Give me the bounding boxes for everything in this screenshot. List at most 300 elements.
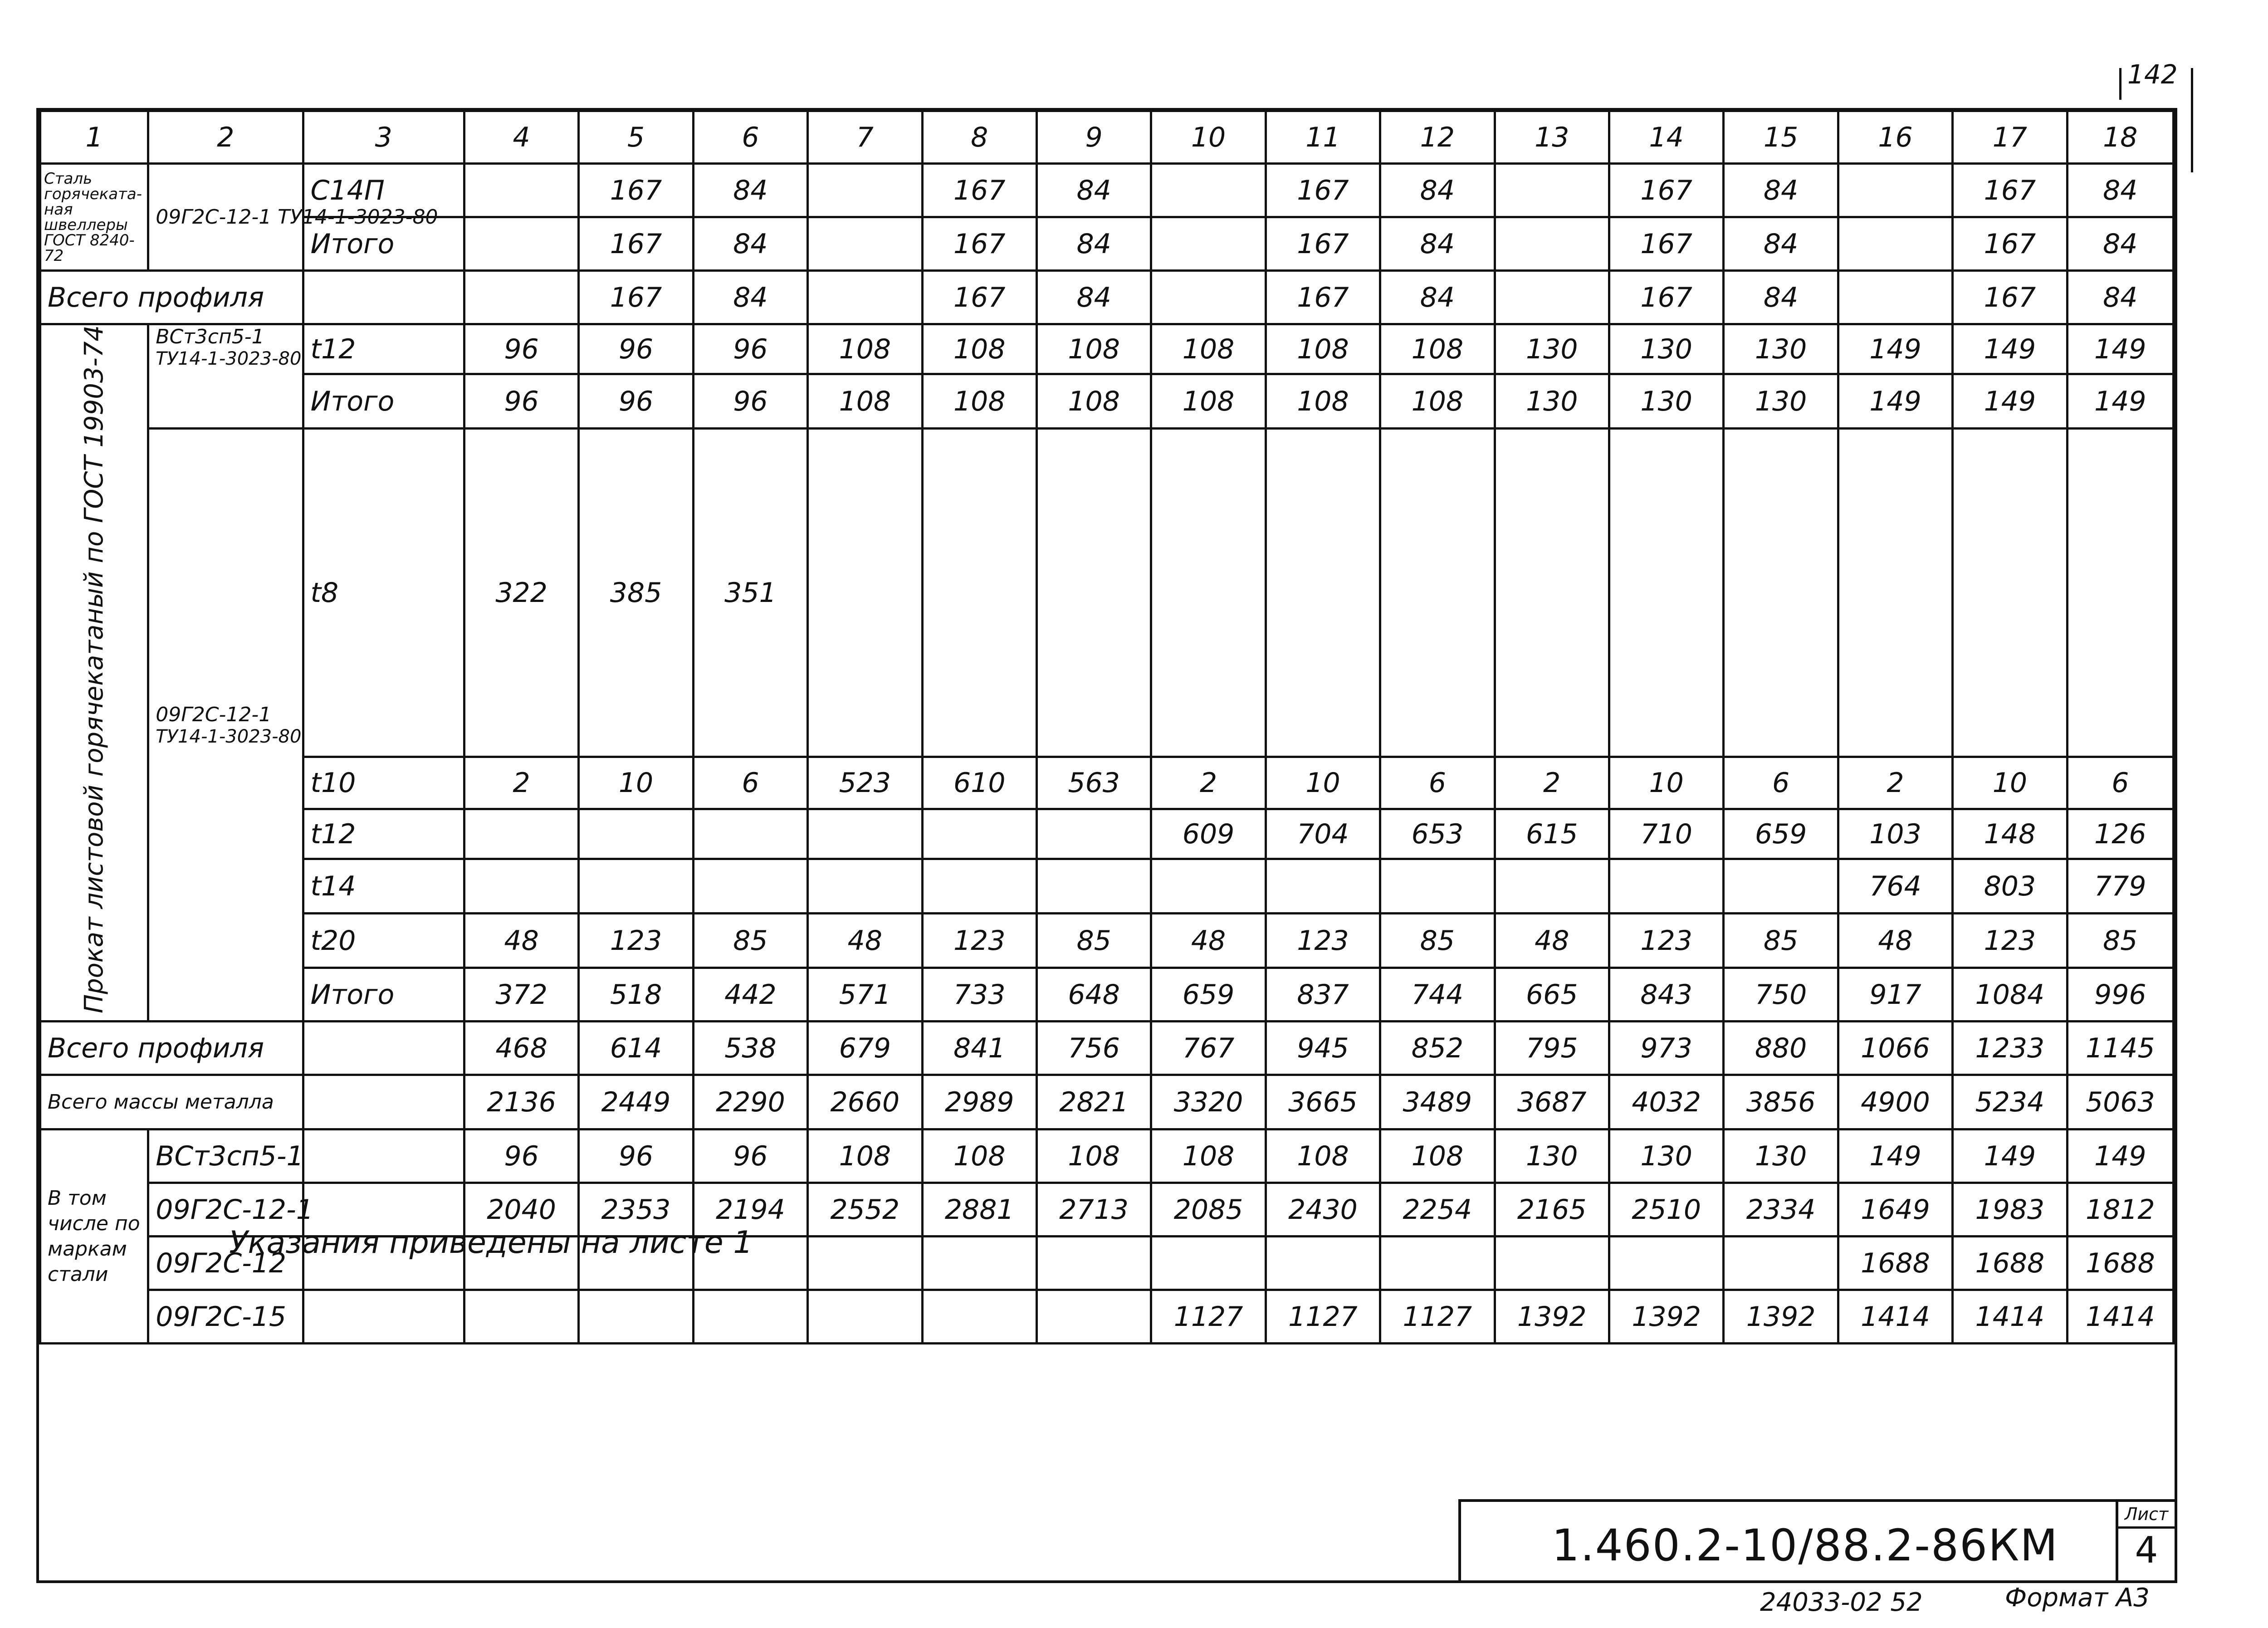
value-cell: 767 [1151, 1022, 1266, 1075]
total-row [40, 1022, 2174, 1075]
value-cell: 1127 [1151, 1290, 1266, 1344]
column-header: 7 [808, 111, 922, 164]
value-cell [1495, 217, 1609, 271]
sheet-label: Лист [2118, 1502, 2175, 1529]
value-cell [1838, 217, 1952, 271]
value-cell [464, 217, 578, 271]
column-header: 14 [1609, 111, 1723, 164]
value-cell: 108 [808, 374, 922, 429]
value-cell: 2 [1495, 757, 1609, 809]
value-cell [1151, 859, 1266, 914]
value-cell: 4900 [1838, 1075, 1952, 1129]
value-cell: 108 [1151, 1129, 1266, 1183]
value-cell: 2 [1838, 757, 1952, 809]
value-cell: 5063 [2067, 1075, 2173, 1129]
value-cell: 167 [1953, 271, 2067, 324]
table-row [40, 1129, 2174, 1183]
value-cell [1838, 271, 1952, 324]
value-cell: 85 [2067, 914, 2173, 968]
value-cell: 167 [922, 271, 1036, 324]
total-row [40, 1075, 2174, 1129]
value-cell: 108 [922, 1129, 1036, 1183]
value-cell: 2989 [922, 1075, 1036, 1129]
value-cell: 563 [1036, 757, 1151, 809]
value-cell: 2660 [808, 1075, 922, 1129]
value-cell [1838, 164, 1952, 217]
value-cell: 1688 [2067, 1237, 2173, 1290]
value-cell: 96 [579, 1129, 693, 1183]
value-cell: 48 [464, 914, 578, 968]
value-cell: 167 [579, 217, 693, 271]
table-row [40, 324, 2174, 374]
value-cell: 84 [1380, 164, 1495, 217]
value-cell: 167 [922, 164, 1036, 217]
value-cell: 1392 [1495, 1290, 1609, 1344]
value-cell: 96 [693, 1129, 807, 1183]
value-cell: 167 [579, 271, 693, 324]
value-cell: 108 [1380, 1129, 1495, 1183]
material-cell: Сталь горячеката-ная швеллеры ГОСТ 8240-72 [40, 164, 148, 271]
value-cell: 653 [1380, 809, 1495, 859]
value-cell: 2821 [1036, 1075, 1151, 1129]
column-header: 16 [1838, 111, 1952, 164]
value-cell: 1414 [2067, 1290, 2173, 1344]
value-cell: 123 [1266, 914, 1380, 968]
value-cell: 167 [1953, 217, 2067, 271]
value-cell: 108 [1036, 324, 1151, 374]
value-cell: 2713 [1036, 1183, 1151, 1237]
value-cell: 167 [1609, 217, 1723, 271]
value-cell [693, 1290, 807, 1344]
value-cell: 2 [1151, 757, 1266, 809]
document-code: 1.460.2-10/88.2-86КМ [1552, 1520, 2059, 1571]
page-number: 142 [2127, 59, 2178, 90]
value-cell: 779 [2067, 859, 2173, 914]
value-cell [1495, 429, 1609, 757]
value-cell: 2085 [1151, 1183, 1266, 1237]
value-cell: 108 [922, 374, 1036, 429]
value-cell: 442 [693, 968, 807, 1022]
value-cell: 2334 [1724, 1183, 1838, 1237]
value-cell: 10 [1953, 757, 2067, 809]
value-cell: 84 [693, 271, 807, 324]
value-cell [464, 271, 578, 324]
value-cell: 880 [1724, 1022, 1838, 1075]
empty-cell [303, 1290, 464, 1344]
value-cell [1036, 859, 1151, 914]
value-cell: 615 [1495, 809, 1609, 859]
value-cell: 2136 [464, 1075, 578, 1129]
column-header: 5 [579, 111, 693, 164]
value-cell [464, 859, 578, 914]
table-row [40, 809, 2174, 859]
value-cell: 84 [1036, 217, 1151, 271]
value-cell: 750 [1724, 968, 1838, 1022]
value-cell: 108 [1151, 374, 1266, 429]
table-row [40, 164, 2174, 217]
header-row [40, 111, 2174, 164]
row-label: Итого [303, 217, 464, 271]
value-cell: 149 [1838, 324, 1952, 374]
value-cell [1151, 429, 1266, 757]
value-cell: 108 [1036, 374, 1151, 429]
row-label: С14П [303, 164, 464, 217]
value-cell: 123 [1953, 914, 2067, 968]
column-header: 15 [1724, 111, 1838, 164]
value-cell: 85 [1380, 914, 1495, 968]
value-cell: 167 [922, 217, 1036, 271]
row-label: Итого [303, 374, 464, 429]
value-cell: 803 [1953, 859, 2067, 914]
table-row [40, 968, 2174, 1022]
value-cell: 167 [579, 164, 693, 217]
value-cell: 1983 [1953, 1183, 2067, 1237]
value-cell [808, 271, 922, 324]
value-cell [464, 809, 578, 859]
row-label: t8 [303, 429, 464, 757]
value-cell: 733 [922, 968, 1036, 1022]
total-row [40, 271, 2174, 324]
column-header: 3 [303, 111, 464, 164]
value-cell: 108 [1380, 374, 1495, 429]
value-cell: 2449 [579, 1075, 693, 1129]
value-cell [922, 1290, 1036, 1344]
value-cell: 1392 [1724, 1290, 1838, 1344]
value-cell: 3665 [1266, 1075, 1380, 1129]
value-cell [1609, 859, 1723, 914]
value-cell: 85 [693, 914, 807, 968]
value-cell [1609, 1237, 1723, 1290]
value-cell: 610 [922, 757, 1036, 809]
value-cell [1036, 1290, 1151, 1344]
value-cell [693, 859, 807, 914]
value-cell: 108 [1266, 374, 1380, 429]
value-cell [1724, 859, 1838, 914]
value-cell: 837 [1266, 968, 1380, 1022]
value-cell: 841 [922, 1022, 1036, 1075]
value-cell [808, 164, 922, 217]
grade-name: 09Г2С-12-1 [156, 703, 272, 726]
table-row [40, 859, 2174, 914]
value-cell: 84 [2067, 164, 2173, 217]
page-number-rule-right [2191, 68, 2193, 172]
table-row [40, 429, 2174, 757]
value-cell: 130 [1724, 1129, 1838, 1183]
value-cell: 167 [1609, 271, 1723, 324]
value-cell: 108 [1151, 324, 1266, 374]
empty-cell [303, 1022, 464, 1075]
mass-label: Всего массы металла [40, 1075, 303, 1129]
value-cell: 96 [579, 324, 693, 374]
value-cell: 85 [1724, 914, 1838, 968]
value-cell: 665 [1495, 968, 1609, 1022]
value-cell: 84 [1724, 164, 1838, 217]
value-cell [693, 809, 807, 859]
value-cell: 10 [579, 757, 693, 809]
value-cell: 84 [693, 217, 807, 271]
grade-cell: 09Г2С-12-1 ТУ14-1-3023-80 [148, 164, 303, 271]
value-cell: 167 [1953, 164, 2067, 217]
value-cell [808, 1237, 922, 1290]
value-cell: 1688 [1953, 1237, 2067, 1290]
value-cell: 2290 [693, 1075, 807, 1129]
value-cell: 84 [1036, 271, 1151, 324]
value-cell: 149 [2067, 374, 2173, 429]
value-cell [1495, 271, 1609, 324]
value-cell: 96 [464, 1129, 578, 1183]
value-cell [464, 164, 578, 217]
value-cell: 973 [1609, 1022, 1723, 1075]
grade-tu: ТУ14-1-3023-80 [156, 348, 302, 369]
value-cell [1151, 1237, 1266, 1290]
value-cell [922, 429, 1036, 757]
title-block [1458, 1499, 2177, 1583]
column-header: 18 [2067, 111, 2173, 164]
value-cell: 96 [579, 374, 693, 429]
column-header: 11 [1266, 111, 1380, 164]
value-cell: 84 [1380, 217, 1495, 271]
material-vertical-text: Прокат листовой горячекатаный по ГОСТ 19903-74 [79, 325, 109, 1014]
value-cell: 149 [1838, 374, 1952, 429]
value-cell: 2 [464, 757, 578, 809]
value-cell: 518 [579, 968, 693, 1022]
value-cell: 614 [579, 1022, 693, 1075]
value-cell: 48 [1838, 914, 1952, 968]
sheet-value: 4 [2135, 1529, 2158, 1571]
value-cell [579, 809, 693, 859]
grade-cell [148, 429, 303, 1022]
value-cell: 84 [2067, 217, 2173, 271]
value-cell: 167 [1266, 271, 1380, 324]
value-cell [579, 859, 693, 914]
value-cell: 6 [693, 757, 807, 809]
specification-table [39, 110, 2175, 1344]
value-cell: 167 [1266, 217, 1380, 271]
value-cell: 3856 [1724, 1075, 1838, 1129]
value-cell: 2510 [1609, 1183, 1723, 1237]
value-cell: 1084 [1953, 968, 2067, 1022]
value-cell: 3320 [1151, 1075, 1266, 1129]
value-cell [808, 217, 922, 271]
value-cell: 148 [1953, 809, 2067, 859]
value-cell: 108 [1266, 1129, 1380, 1183]
value-cell [1151, 217, 1266, 271]
grade-cell: 09Г2С-12 [148, 1237, 303, 1290]
value-cell: 372 [464, 968, 578, 1022]
column-header: 17 [1953, 111, 2067, 164]
value-cell: 1127 [1266, 1290, 1380, 1344]
value-cell: 103 [1838, 809, 1952, 859]
value-cell [922, 1237, 1036, 1290]
value-cell [922, 859, 1036, 914]
value-cell [1266, 859, 1380, 914]
empty-cell [303, 271, 464, 324]
value-cell: 84 [1724, 271, 1838, 324]
value-cell: 6 [2067, 757, 2173, 809]
table-row [40, 757, 2174, 809]
column-header: 4 [464, 111, 578, 164]
value-cell: 659 [1151, 968, 1266, 1022]
column-header: 10 [1151, 111, 1266, 164]
value-cell: 843 [1609, 968, 1723, 1022]
row-label: t12 [303, 324, 464, 374]
value-cell: 130 [1724, 324, 1838, 374]
value-cell [464, 1290, 578, 1344]
grade-tu: ТУ14-1-3023-80 [156, 726, 302, 747]
value-cell: 130 [1495, 324, 1609, 374]
value-cell: 5234 [1953, 1075, 2067, 1129]
value-cell: 108 [922, 324, 1036, 374]
grade-cell: 09Г2С-12-1 [148, 1183, 303, 1237]
column-header: 1 [40, 111, 148, 164]
empty-cell [303, 1129, 464, 1183]
value-cell: 468 [464, 1022, 578, 1075]
value-cell: 130 [1609, 324, 1723, 374]
value-cell: 149 [2067, 324, 2173, 374]
value-cell: 2254 [1380, 1183, 1495, 1237]
grade-name: ВСт3сп5-1 [156, 325, 264, 348]
column-header: 9 [1036, 111, 1151, 164]
value-cell: 96 [464, 374, 578, 429]
value-cell: 2353 [579, 1183, 693, 1237]
by-grade-label: В том числе по маркам стали [40, 1129, 148, 1344]
grade-cell: ВСт3сп5-1 [148, 1129, 303, 1183]
value-cell: 2194 [693, 1183, 807, 1237]
value-cell: 84 [1380, 271, 1495, 324]
value-cell [808, 859, 922, 914]
value-cell [922, 809, 1036, 859]
value-cell: 108 [808, 324, 922, 374]
value-cell: 149 [2067, 1129, 2173, 1183]
value-cell: 108 [1036, 1129, 1151, 1183]
row-label: t10 [303, 757, 464, 809]
value-cell: 4032 [1609, 1075, 1723, 1129]
value-cell: 167 [1609, 164, 1723, 217]
value-cell: 123 [922, 914, 1036, 968]
value-cell: 85 [1036, 914, 1151, 968]
note-text: Указания приведены на листе 1 [229, 1225, 753, 1261]
column-header: 6 [693, 111, 807, 164]
value-cell: 1414 [1838, 1290, 1952, 1344]
value-cell: 710 [1609, 809, 1723, 859]
value-cell: 108 [808, 1129, 922, 1183]
value-cell: 130 [1609, 374, 1723, 429]
value-cell: 84 [1036, 164, 1151, 217]
value-cell [1724, 1237, 1838, 1290]
value-cell: 1688 [1838, 1237, 1952, 1290]
value-cell: 2040 [464, 1183, 578, 1237]
value-cell: 1145 [2067, 1022, 2173, 1075]
value-cell: 149 [1838, 1129, 1952, 1183]
value-cell [1151, 271, 1266, 324]
value-cell: 96 [693, 324, 807, 374]
value-cell [1495, 859, 1609, 914]
value-cell [808, 809, 922, 859]
value-cell: 149 [1953, 1129, 2067, 1183]
value-cell [1609, 429, 1723, 757]
value-cell [1380, 859, 1495, 914]
table-row [40, 914, 2174, 968]
page-number-rule [2119, 68, 2121, 100]
value-cell: 10 [1266, 757, 1380, 809]
value-cell: 126 [2067, 809, 2173, 859]
value-cell: 1066 [1838, 1022, 1952, 1075]
format-label: Формат А3 [2005, 1583, 2150, 1613]
value-cell: 130 [1724, 374, 1838, 429]
column-header: 2 [148, 111, 303, 164]
table-row [40, 1290, 2174, 1344]
value-cell [1266, 429, 1380, 757]
row-label: t12 [303, 809, 464, 859]
value-cell: 84 [1724, 217, 1838, 271]
value-cell: 48 [1151, 914, 1266, 968]
value-cell: 744 [1380, 968, 1495, 1022]
value-cell: 130 [1609, 1129, 1723, 1183]
value-cell: 351 [693, 429, 807, 757]
value-cell [1724, 429, 1838, 757]
value-cell: 96 [464, 324, 578, 374]
value-cell: 523 [808, 757, 922, 809]
value-cell: 149 [1953, 374, 2067, 429]
value-cell: 852 [1380, 1022, 1495, 1075]
value-cell: 2881 [922, 1183, 1036, 1237]
value-cell: 96 [693, 374, 807, 429]
value-cell [1838, 429, 1952, 757]
value-cell: 48 [808, 914, 922, 968]
value-cell: 48 [1495, 914, 1609, 968]
value-cell: 130 [1495, 374, 1609, 429]
value-cell [1036, 1237, 1151, 1290]
column-header: 13 [1495, 111, 1609, 164]
value-cell: 10 [1609, 757, 1723, 809]
value-cell: 1233 [1953, 1022, 2067, 1075]
value-cell: 756 [1036, 1022, 1151, 1075]
total-label: Всего профиля [40, 1022, 303, 1075]
row-label: Итого [303, 968, 464, 1022]
value-cell [808, 1290, 922, 1344]
value-cell: 795 [1495, 1022, 1609, 1075]
value-cell: 149 [1953, 324, 2067, 374]
value-cell: 648 [1036, 968, 1151, 1022]
value-cell: 108 [1266, 324, 1380, 374]
value-cell [2067, 429, 2173, 757]
value-cell: 84 [2067, 271, 2173, 324]
value-cell: 2430 [1266, 1183, 1380, 1237]
value-cell: 167 [1266, 164, 1380, 217]
table-row [40, 374, 2174, 429]
sheet-cell [2116, 1502, 2175, 1580]
value-cell [1380, 429, 1495, 757]
value-cell [1953, 429, 2067, 757]
value-cell: 1812 [2067, 1183, 2173, 1237]
total-label: Всего профиля [40, 271, 303, 324]
value-cell [1495, 1237, 1609, 1290]
archive-number: 24033-02 52 [1760, 1588, 1923, 1617]
value-cell: 538 [693, 1022, 807, 1075]
value-cell: 3489 [1380, 1075, 1495, 1129]
value-cell: 679 [808, 1022, 922, 1075]
value-cell: 1392 [1609, 1290, 1723, 1344]
value-cell: 3687 [1495, 1075, 1609, 1129]
value-cell: 996 [2067, 968, 2173, 1022]
value-cell: 6 [1724, 757, 1838, 809]
value-cell: 2552 [808, 1183, 922, 1237]
empty-cell [303, 1075, 464, 1129]
value-cell [1036, 809, 1151, 859]
value-cell: 571 [808, 968, 922, 1022]
column-header: 8 [922, 111, 1036, 164]
value-cell [1495, 164, 1609, 217]
